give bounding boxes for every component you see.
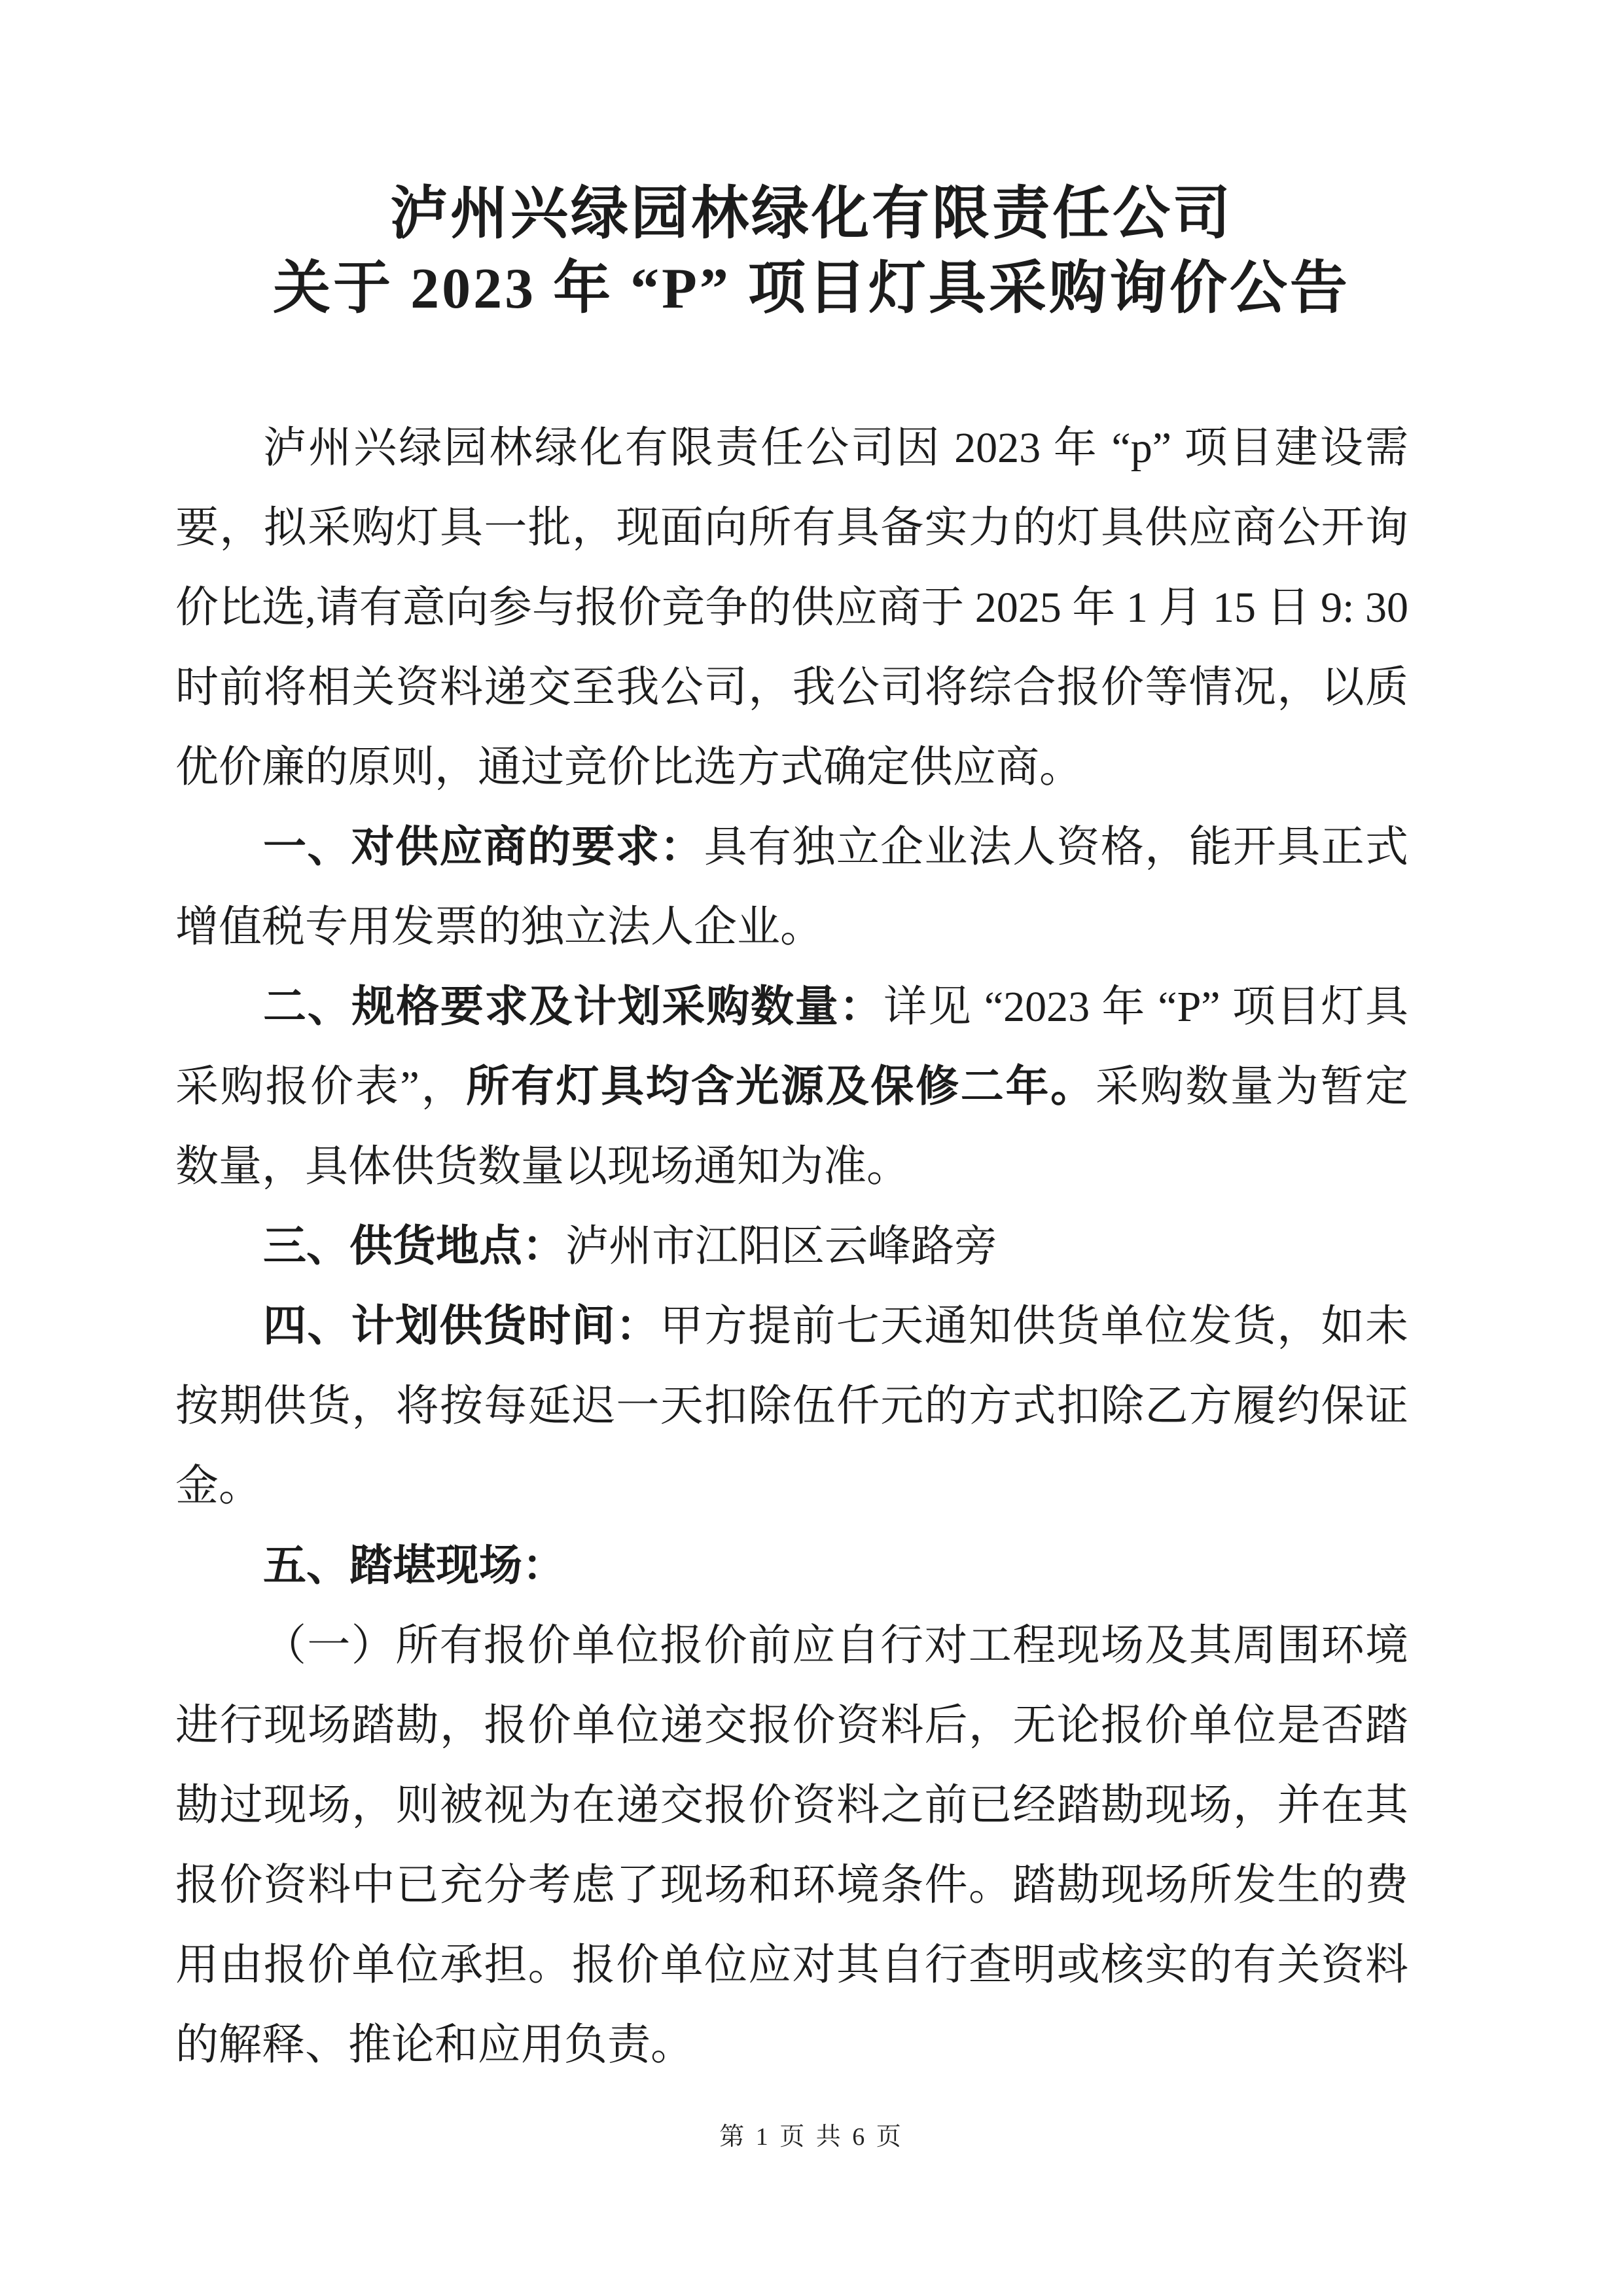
text-run: （一）所有报价单位报价前应自行对工程现场及其周围环境 xyxy=(263,1622,1408,1670)
bold-text-run: 五、踏堪现场： xyxy=(263,1542,565,1590)
text-run: 具有独立企业法人资格，能开具正式 xyxy=(704,823,1408,871)
text-run: 甲方提前七天通知供货单位发货，如未 xyxy=(660,1302,1408,1350)
text-run: 金。 xyxy=(175,1462,262,1510)
body-line-5 xyxy=(175,739,1408,798)
text-run: 的解释、推论和应用负责。 xyxy=(175,2021,694,2069)
body-line-1 xyxy=(175,420,1408,478)
text-run: 采购数量为暂定 xyxy=(1095,1063,1408,1111)
body-line-10 xyxy=(175,1138,1408,1197)
text-run: 勘过现场，则被视为在递交报价资料之前已经踏勘现场，并在其 xyxy=(175,1782,1408,1829)
text-run: 详见 “2023 年 “P” 项目灯具 xyxy=(883,983,1408,1031)
body-line-13 xyxy=(175,1378,1408,1437)
body-line-14 xyxy=(175,1458,1408,1516)
body-line-15 xyxy=(175,1537,1408,1596)
text-run: 用由报价单位承担。报价单位应对其自行查明或核实的有关资料 xyxy=(175,1941,1408,1989)
text-run: 进行现场踏勘，报价单位递交报价资料后，无论报价单位是否踏 xyxy=(175,1702,1408,1749)
page-footer: 第 1 页 共 6 页 xyxy=(719,2123,904,2151)
body-line-19 xyxy=(175,1857,1408,1916)
text-run: 按期供货，将按每延迟一天扣除伍仟元的方式扣除乙方履约保证 xyxy=(175,1382,1408,1430)
bold-text-run: 二、规格要求及计划采购数量： xyxy=(263,983,884,1031)
text-run: 要，拟采购灯具一批，现面向所有具备实力的灯具供应商公开询 xyxy=(175,504,1408,552)
bold-text-run: 三、供货地点： xyxy=(263,1223,565,1270)
body-line-4 xyxy=(175,659,1408,718)
text-run: 优价廉的原则，通过竞价比选方式确定供应商。 xyxy=(175,744,1082,791)
body-line-17 xyxy=(175,1697,1408,1756)
document-title-line1: 泸州兴绿园林绿化有限责任公司 xyxy=(389,183,1233,246)
text-run: 泸州市江阳区云峰路旁 xyxy=(565,1223,997,1270)
body-line-21 xyxy=(175,2017,1408,2075)
text-run: 采购报价表”， xyxy=(175,1063,467,1111)
body-line-3 xyxy=(175,579,1408,638)
text-run: 时前将相关资料递交至我公司，我公司将综合报价等情况，以质 xyxy=(175,664,1408,711)
bold-text-run: 四、计划供货时间： xyxy=(263,1302,660,1350)
body-line-8 xyxy=(175,978,1408,1037)
body-line-16 xyxy=(175,1617,1408,1676)
body-line-20 xyxy=(175,1937,1408,1996)
document-title-line2: 关于 2023 年 “P” 项目灯具采购询价公告 xyxy=(273,257,1350,321)
body-line-11 xyxy=(175,1218,1408,1277)
body-line-18 xyxy=(175,1777,1408,1836)
text-run: 数量，具体供货数量以现场通知为准。 xyxy=(175,1143,910,1191)
bold-text-run: 一、对供应商的要求： xyxy=(263,823,704,871)
body-line-12 xyxy=(175,1298,1408,1357)
body-line-7 xyxy=(175,899,1408,958)
bold-text-run: 所有灯具均含光源及保修二年。 xyxy=(466,1063,1096,1111)
text-run: 报价资料中已充分考虑了现场和环境条件。踏勘现场所发生的费 xyxy=(175,1861,1408,1909)
text-run: 增值税专用发票的独立法人企业。 xyxy=(175,903,823,951)
body-line-9 xyxy=(175,1058,1408,1117)
text-run: 价比选,请有意向参与报价竞争的供应商于 2025 年 1 月 15 日 9: 30 xyxy=(175,584,1408,632)
body-line-6 xyxy=(175,819,1408,878)
body-line-2 xyxy=(175,499,1408,558)
text-run: 泸州兴绿园林绿化有限责任公司因 2023 年 “p” 项目建设需 xyxy=(263,424,1408,472)
